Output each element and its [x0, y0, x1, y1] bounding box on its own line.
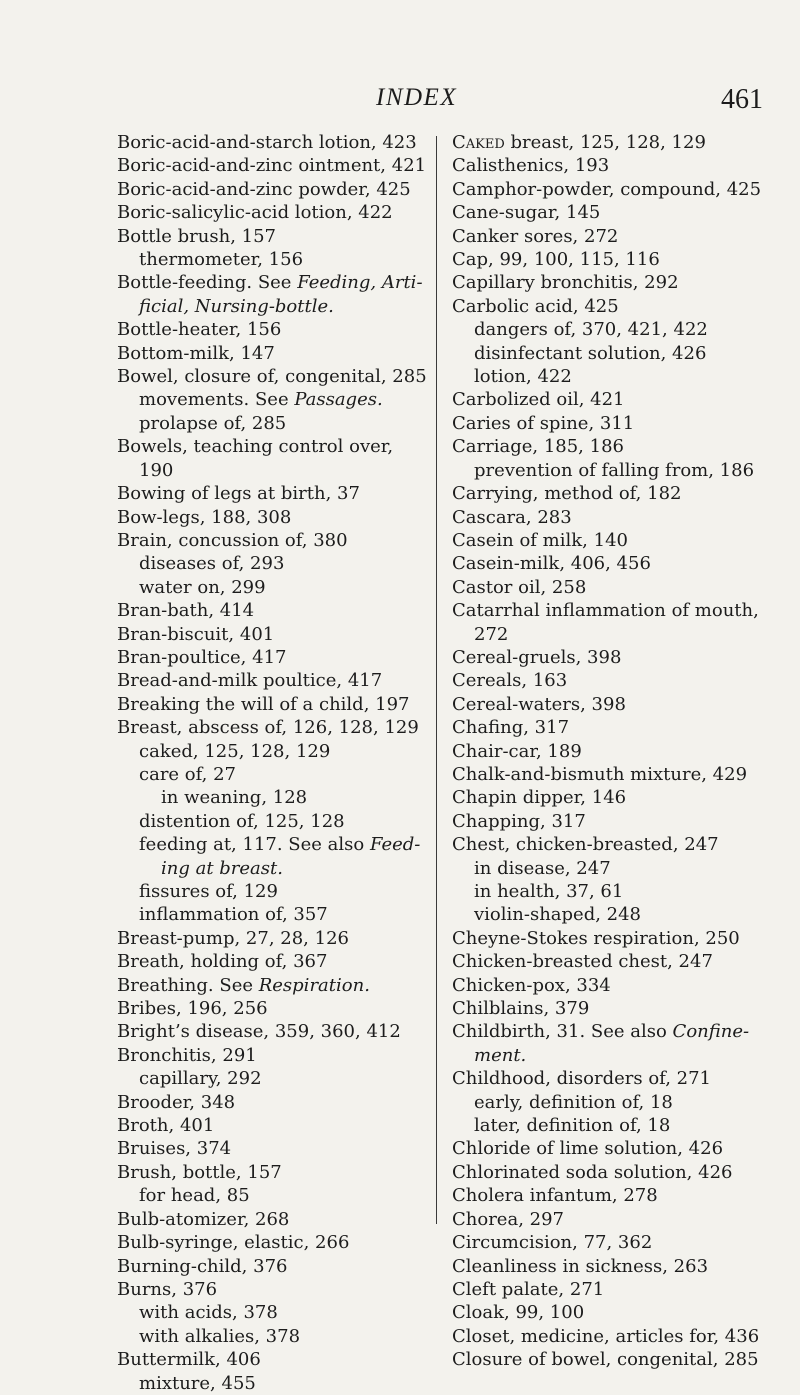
entry-text: Bran-bath, 414: [117, 600, 255, 622]
entry-text: in weaning, 128: [161, 787, 308, 809]
entry-text: for head, 85: [139, 1185, 250, 1207]
index-entry: [452, 412, 772, 435]
index-entry: [117, 131, 429, 154]
entry-text: Chloride of lime solution, 426: [452, 1138, 724, 1160]
entry-text: Cleanliness in sickness, 263: [452, 1255, 709, 1277]
entry-text: Chest, chicken-breasted, 247: [452, 834, 719, 856]
index-entry: [117, 365, 429, 388]
entry-text: breast, 125, 128, 129: [504, 132, 706, 153]
entry-text: Boric-salicylic-acid lotion, 422: [117, 202, 393, 224]
index-entry: [117, 412, 429, 435]
running-head: INDEX: [376, 84, 458, 111]
index-entry: [452, 482, 772, 505]
index-entry: [117, 1348, 429, 1371]
entry-text: Bow-legs, 188, 308: [117, 506, 292, 528]
entry-text: Chalk-and-bismuth mixture, 429: [452, 763, 748, 785]
entry-text: Bottle-feeding. See: [117, 272, 298, 294]
entry-text: thermometer, 156: [139, 249, 304, 271]
entry-text: Breast, abscess of, 126, 128, 129: [117, 717, 419, 739]
entry-text: Brooder, 348: [117, 1091, 236, 1113]
index-entry: [117, 506, 429, 529]
entry-text: with alkalies, 378: [139, 1325, 301, 1347]
index-entry: [452, 833, 772, 856]
entry-text: Breath, holding of, 367: [117, 951, 328, 973]
entry-text: Chair-car, 189: [452, 740, 582, 762]
entry-text: Bread-and-milk poultice, 417: [117, 670, 383, 692]
index-entry: [117, 271, 429, 318]
page-number: 461: [721, 84, 763, 115]
index-entry: [452, 1301, 772, 1324]
entry-text: Childbirth, 31. See also: [452, 1021, 673, 1043]
entry-text: Brain, concussion of, 380: [117, 529, 348, 551]
entry-text: water on, 299: [139, 576, 266, 598]
entry-text: diseases of, 293: [139, 553, 285, 575]
entry-text: disinfectant solution, 426: [474, 342, 707, 364]
index-entry: [452, 716, 772, 739]
index-entry: [452, 1137, 772, 1160]
entry-text: Chicken-breasted chest, 247: [452, 951, 713, 973]
index-entry: [452, 154, 772, 177]
index-entry: [452, 248, 772, 271]
index-entry: [117, 435, 429, 482]
index-entry: [117, 1184, 429, 1207]
index-entry: [452, 225, 772, 248]
entry-text: Bruises, 374: [117, 1138, 232, 1160]
entry-text: Cereal-waters, 398: [452, 693, 626, 715]
index-entry: [117, 623, 429, 646]
entry-text: care of, 27: [139, 763, 236, 785]
index-entry: [117, 248, 429, 271]
entry-text: Chlorinated soda solution, 426: [452, 1161, 733, 1183]
index-entry: [117, 833, 429, 880]
index-entry: [452, 693, 772, 716]
entry-text: inflammation of, 357: [139, 904, 328, 926]
index-entry: [117, 786, 429, 809]
entry-text: Carriage, 185, 186: [452, 436, 624, 458]
entry-text: Capillary bronchitis, 292: [452, 272, 679, 294]
entry-text: Bowels, teaching control over, 190: [117, 436, 394, 481]
index-entry: [452, 131, 772, 154]
index-entry: [452, 1114, 772, 1137]
entry-text: Casein of milk, 140: [452, 529, 628, 551]
entry-text: later, definition of, 18: [474, 1115, 671, 1137]
entry-text: Camphor-powder, compound, 425: [452, 178, 762, 200]
entry-text: feeding at, 117. See also: [139, 834, 370, 856]
entry-text: Bottom-milk, 147: [117, 342, 275, 364]
entry-text: in health, 37, 61: [474, 881, 624, 902]
index-entry: [452, 1020, 772, 1067]
entry-text: movements. See: [139, 389, 295, 411]
index-entry: [452, 1325, 772, 1348]
entry-text: Catarrhal inflammation of mouth, 272: [452, 600, 759, 645]
index-entry: [452, 1278, 772, 1301]
entry-text: Burns, 376: [117, 1278, 218, 1300]
index-entry: [452, 997, 772, 1020]
entry-cross-reference: Feeding, Artificial, Nursing-bottle.: [139, 272, 423, 317]
entry-text: Canker sores, 272: [452, 225, 619, 247]
index-entry: [452, 599, 772, 646]
index-entry: [117, 1301, 429, 1324]
entry-text: Bribes, 196, 256: [117, 998, 268, 1020]
entry-text: Cereals, 163: [452, 670, 568, 692]
index-entry: [117, 950, 429, 973]
index-entry: [452, 201, 772, 224]
entry-text: Breast-pump, 27, 28, 126: [117, 927, 349, 949]
entry-text: Bronchitis, 291: [117, 1044, 257, 1066]
index-entry: [117, 1325, 429, 1348]
index-entry: [117, 646, 429, 669]
entry-text: Bowing of legs at birth, 37: [117, 483, 360, 505]
index-entry: [117, 1067, 429, 1090]
index-column-left: [117, 131, 429, 1395]
index-entry: [117, 178, 429, 201]
entry-text: Broth, 401: [117, 1115, 215, 1137]
entry-text: Chapping, 317: [452, 810, 586, 832]
index-entry: [117, 1231, 429, 1254]
index-entry: [452, 1161, 772, 1184]
entry-cross-reference: Feeding at breast.: [161, 834, 421, 879]
entry-smallcaps: Caked: [452, 132, 505, 153]
index-entry: [117, 997, 429, 1020]
entry-text: Breaking the will of a child, 197: [117, 693, 410, 715]
entry-text: Bran-biscuit, 401: [117, 623, 275, 645]
index-entry: [452, 974, 772, 997]
index-entry: [117, 1208, 429, 1231]
index-entry: [452, 435, 772, 458]
index-entry: [452, 927, 772, 950]
index-entry: [117, 201, 429, 224]
entry-text: Cheyne-Stokes respiration, 250: [452, 927, 740, 949]
entry-text: Chilblains, 379: [452, 998, 590, 1020]
entry-cross-reference: Confinement.: [474, 1021, 750, 1066]
index-entry: [452, 576, 772, 599]
index-entry: [117, 1091, 429, 1114]
entry-text: Cap, 99, 100, 115, 116: [452, 249, 660, 271]
index-entry: [452, 763, 772, 786]
index-entry: [452, 529, 772, 552]
index-entry: [117, 716, 429, 739]
entry-text: Chicken-pox, 334: [452, 974, 611, 996]
column-divider: [436, 136, 437, 1224]
index-entry: [452, 1091, 772, 1114]
index-entry: [452, 506, 772, 529]
index-entry: [452, 295, 772, 318]
index-entry: [117, 1161, 429, 1184]
entry-text: Childhood, disorders of, 271: [452, 1068, 711, 1090]
index-entry: [117, 1255, 429, 1278]
entry-text: Cleft palate, 271: [452, 1278, 605, 1300]
index-entry: [117, 576, 429, 599]
index-entry: [117, 880, 429, 903]
index-entry: [452, 1348, 772, 1371]
entry-text: Bright’s disease, 359, 360, 412: [117, 1021, 401, 1043]
entry-text: Caries of spine, 311: [452, 412, 635, 434]
index-entry: [117, 388, 429, 411]
entry-text: Casein-milk, 406, 456: [452, 553, 651, 575]
index-entry: [117, 974, 429, 997]
index-entry: [117, 1044, 429, 1067]
entry-text: in disease, 247: [474, 857, 611, 879]
index-entry: [452, 459, 772, 482]
entry-text: with acids, 378: [139, 1302, 278, 1324]
entry-text: Brush, bottle, 157: [117, 1161, 282, 1183]
index-entry: [452, 388, 772, 411]
entry-text: Cascara, 283: [452, 506, 572, 528]
entry-text: Bulb-syringe, elastic, 266: [117, 1232, 350, 1254]
index-entry: [452, 646, 772, 669]
index-entry: [117, 927, 429, 950]
index-entry: [452, 342, 772, 365]
entry-text: Cereal-gruels, 398: [452, 646, 622, 668]
entry-text: violin-shaped, 248: [474, 904, 642, 926]
entry-text: Circumcision, 77, 362: [452, 1232, 653, 1254]
index-entry: [452, 271, 772, 294]
entry-text: Closure of bowel, congenital, 285: [452, 1349, 759, 1371]
index-entry: [452, 365, 772, 388]
index-entry: [117, 903, 429, 926]
entry-text: Buttermilk, 406: [117, 1349, 261, 1371]
index-entry: [452, 740, 772, 763]
entry-text: Boric-acid-and-zinc ointment, 421: [117, 155, 427, 177]
index-entry: [117, 810, 429, 833]
index-entry: [452, 552, 772, 575]
entry-text: capillary, 292: [139, 1068, 262, 1090]
entry-text: Cloak, 99, 100: [452, 1302, 585, 1324]
entry-text: Burning-child, 376: [117, 1255, 288, 1277]
entry-text: Breathing. See: [117, 974, 259, 996]
index-entry: [452, 950, 772, 973]
index-entry: [117, 225, 429, 248]
index-entry: [452, 178, 772, 201]
index-entry: [452, 318, 772, 341]
entry-text: lotion, 422: [474, 366, 572, 388]
index-entry: [452, 810, 772, 833]
index-entry: [117, 342, 429, 365]
index-entry: [452, 1208, 772, 1231]
index-entry: [452, 1067, 772, 1090]
page-header: [0, 84, 800, 124]
entry-text: dangers of, 370, 421, 422: [474, 319, 708, 341]
entry-text: Carbolized oil, 421: [452, 389, 625, 411]
index-entry: [117, 599, 429, 622]
entry-text: Castor oil, 258: [452, 576, 587, 598]
entry-text: Cholera infantum, 278: [452, 1185, 658, 1207]
index-entry: [452, 1255, 772, 1278]
index-entry: [117, 318, 429, 341]
entry-text: prevention of falling from, 186: [474, 459, 755, 481]
index-entry: [452, 1184, 772, 1207]
entry-text: fissures of, 129: [139, 881, 278, 902]
entry-text: Chorea, 297: [452, 1208, 564, 1230]
index-entry: [117, 529, 429, 552]
index-entry: [117, 669, 429, 692]
entry-text: Carrying, method of, 182: [452, 483, 682, 505]
index-entry: [117, 552, 429, 575]
entry-text: Bulb-atomizer, 268: [117, 1208, 290, 1230]
entry-cross-reference: Respiration.: [258, 974, 370, 996]
entry-text: early, definition of, 18: [474, 1091, 673, 1113]
entry-text: Bowel, closure of, congenital, 285: [117, 366, 427, 388]
entry-text: prolapse of, 285: [139, 412, 287, 434]
index-entry: [117, 1020, 429, 1043]
entry-text: Bottle brush, 157: [117, 225, 277, 247]
index-entry: [452, 786, 772, 809]
entry-text: Cane-sugar, 145: [452, 202, 601, 224]
index-entry: [117, 154, 429, 177]
index-entry: [117, 1137, 429, 1160]
entry-text: Bottle-heater, 156: [117, 319, 282, 341]
index-entry: [117, 1278, 429, 1301]
entry-text: mixture, 455: [139, 1372, 256, 1394]
entry-text: Chafing, 317: [452, 717, 570, 739]
index-entry: [117, 1372, 429, 1395]
entry-text: distention of, 125, 128: [139, 810, 345, 832]
index-entry: [117, 482, 429, 505]
entry-text: Bran-poultice, 417: [117, 646, 287, 668]
index-entry: [117, 763, 429, 786]
index-entry: [117, 740, 429, 763]
index-entry: [117, 693, 429, 716]
entry-text: Boric-acid-and-zinc powder, 425: [117, 178, 411, 200]
index-entry: [117, 1114, 429, 1137]
entry-text: Boric-acid-and-starch lotion, 423: [117, 132, 417, 153]
index-entry: [452, 669, 772, 692]
entry-text: Calisthenics, 193: [452, 155, 610, 177]
entry-cross-reference: Passages.: [294, 389, 383, 411]
entry-text: Carbolic acid, 425: [452, 295, 619, 317]
entry-text: Chapin dipper, 146: [452, 787, 627, 809]
index-entry: [452, 1231, 772, 1254]
index-entry: [452, 880, 772, 903]
index-entry: [452, 857, 772, 880]
entry-text: Closet, medicine, articles for, 436: [452, 1325, 760, 1347]
index-column-right: [452, 131, 772, 1372]
entry-text: caked, 125, 128, 129: [139, 740, 331, 762]
index-entry: [452, 903, 772, 926]
